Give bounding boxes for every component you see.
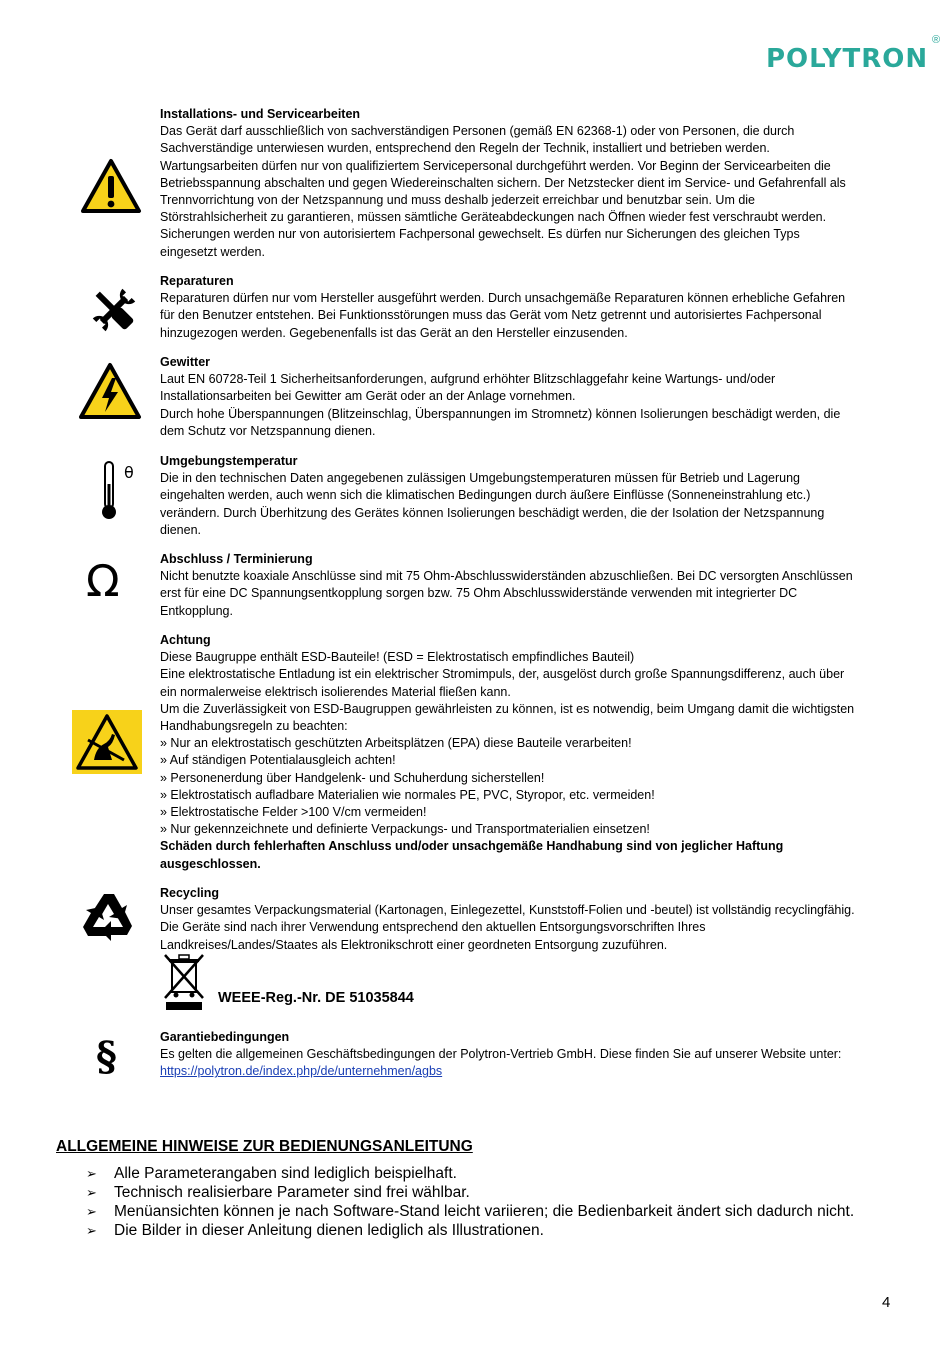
section-line: Laut EN 60728-Teil 1 Sicherheitsanforderungen, aufgrund erhöhter Blitzschlaggefahr keine Wartungs- und/oder: [160, 372, 776, 387]
section-line: für den Benutzer entstehen. Bei Funktionsstörungen muss das Gerät vom Netz getrennt und autorisiertes Fachpersonal: [160, 308, 822, 323]
paragraph-icon: §: [96, 1033, 117, 1080]
section-line: Landkreises/Landes/Staates als Elektronikschrott einer geordneten Entsorgung zuzuführen.: [160, 937, 668, 952]
section-heading: Installations- und Servicearbeiten: [160, 107, 361, 121]
section-achtung: [160, 632, 890, 873]
section-line: Störstrahlsicherheit zu garantieren, müssen sämtliche Geräteabdeckungen nach Öffnen wieder fest verschraubt werden.: [160, 210, 827, 225]
section-line: dem Schutz vor Netzspannung dienen.: [160, 423, 376, 438]
section-line: » Auf ständigen Potentialausgleich achten!: [160, 753, 396, 768]
section-line: Durch hohe Überspannungen (Blitzeinschlag, Überspannungen im Stromnetz) können Isolierungen beschädigt werden, die: [160, 406, 841, 421]
section-line: Es gelten die allgemeinen Geschäftsbedingungen der Polytron-Vertrieb GmbH. Diese finden Sie auf unserer Website unter:: [160, 1047, 842, 1062]
general-notes-title: ALLGEMEINE HINWEISE ZUR BEDIENUNGSANLEITUNG: [56, 1138, 473, 1155]
list-item: ➢ Alle Parameterangaben sind lediglich beispielhaft.: [86, 1165, 457, 1182]
theta-symbol: θ: [124, 463, 134, 482]
section-line: Sicherungen werden nur von autorisiertem Fachpersonal gewechselt. Es dürfen nur Sicherungen des gleichen Typs: [160, 227, 800, 242]
section-line: Wartungsarbeiten dürfen nur von qualifiziertem Servicepersonal durchgeführt werden. Vor Beginn der Servicearbeiten die: [160, 158, 831, 173]
section-recycling: [160, 885, 890, 954]
section-line: Diese Baugruppe enthält ESD-Bauteile! (ESD = Elektrostatisch empfindliches Bauteil): [160, 650, 635, 665]
section-line: » Nur gekennzeichnete und definierte Verpackungs- und Transportmaterialien einsetzen!: [160, 822, 650, 837]
arrow-bullet-icon: ➢: [86, 1185, 97, 1200]
weee-block: [160, 952, 560, 1012]
registered-mark: ®: [932, 34, 941, 46]
arrow-bullet-icon: ➢: [86, 1166, 97, 1181]
section-line: Die in den technischen Daten angegebenen zulässigen Umgebungstemperaturen müssen für Betrieb und Lagerung: [160, 471, 801, 486]
weee-crossed-bin-icon: [162, 952, 206, 1012]
thermometer-icon: [98, 458, 140, 522]
section-line: Nicht benutzte koaxiale Anschlüsse sind mit 75 Ohm-Abschlusswiderständen abzuschließen. Bei DC versorgten Anschlüssen: [160, 569, 853, 584]
section-line: dienen.: [160, 522, 202, 537]
section-line: Entkopplung.: [160, 603, 233, 618]
high-voltage-warning-icon: [78, 362, 142, 420]
section-abschluss: [160, 551, 890, 620]
liability-note: Schäden durch fehlerhaften Anschluss und/oder unsachgemäße Handhabung sind von jeglicher Haftung: [160, 839, 784, 854]
section-line: Installationsarbeiten bei Gewitter am Gerät oder an der Anlage vornehmen.: [160, 389, 576, 404]
section-line: » Personenerdung über Handgelenk- und Schuherdung sicherstellen!: [160, 770, 545, 785]
section-garantie: [160, 1029, 890, 1081]
section-heading: Gewitter: [160, 355, 211, 369]
general-notes-list: [86, 1164, 854, 1240]
section-installation: [160, 106, 890, 261]
section-line: hinzugezogen werden. Gegebenenfalls ist das Gerät an den Hersteller einzusenden.: [160, 325, 628, 340]
section-reparaturen: [160, 273, 890, 342]
section-heading: Umgebungstemperatur: [160, 454, 298, 468]
polytron-logo: [766, 34, 946, 80]
section-line: erst für eine DC Spannungsentkopplung sorgen bzw. 75 Ohm Abschlusswiderstände verwenden mit integrierter DC: [160, 586, 798, 601]
section-line: Die Geräte sind nach ihrer Verwendung entsprechend den aktuellen Entsorgungsvorschriften Ihres: [160, 920, 706, 935]
section-heading: Reparaturen: [160, 274, 234, 288]
section-line: Handhabungsregeln zu beachten:: [160, 719, 348, 734]
section-line: eingesetzt werden.: [160, 244, 265, 259]
section-line: Trennvorrichtung von der Netzspannung und muss deshalb jederzeit erreichbar und benutzbar sein. Um die: [160, 193, 756, 208]
logo-text: POLYTRON: [766, 44, 929, 74]
section-line: Um die Zuverlässigkeit von ESD-Baugruppen gewährleisten zu können, ist es notwendig, beim Umgang damit die wichtigsten: [160, 701, 855, 716]
section-line: Sachverständige unterwiesen wurden, entsprechend den Regeln der Technik, installiert und betrieben werden.: [160, 141, 770, 156]
section-line: Reparaturen dürfen nur vom Hersteller ausgeführt werden. Durch unsachgemäße Reparaturen können erhebliche Gefahren: [160, 291, 846, 306]
tools-icon: [90, 285, 138, 335]
section-heading: Garantiebedingungen: [160, 1030, 290, 1044]
section-line: Eine elektrostatische Entladung ist ein elektrischer Stromimpuls, der, ausgelöst durch große Spannungsdifferenz, auch über: [160, 667, 845, 682]
section-heading: Abschluss / Terminierung: [160, 552, 313, 566]
section-heading: Achtung: [160, 633, 211, 647]
arrow-bullet-icon: ➢: [86, 1223, 97, 1238]
section-line: verändern. Durch Überhitzung des Gerätes können Isolierungen beschädigt werden, die der Isolation der Netzspannung: [160, 505, 825, 520]
arrow-bullet-icon: ➢: [86, 1204, 97, 1219]
list-item: ➢ Die Bilder in dieser Anleitung dienen lediglich als Illustrationen.: [86, 1222, 544, 1239]
agb-link[interactable]: https://polytron.de/index.php/de/unternehmen/agbs: [160, 1064, 443, 1079]
section-line: Unser gesamtes Verpackungsmaterial (Kartonagen, Einlegezettel, Kunststoff-Folien und -beutel) ist vollständig recyclingfähig.: [160, 903, 855, 918]
section-line: » Elektrostatische Felder >100 V/cm vermeiden!: [160, 805, 427, 820]
list-item: ➢ Technisch realisierbare Parameter sind frei wählbar.: [86, 1184, 470, 1201]
recycling-icon: [80, 890, 138, 946]
weee-registration-number: WEEE-Reg.-Nr. DE 51035844: [218, 990, 414, 1006]
section-line: » Elektrostatisch aufladbare Materialien wie normales PE, PVC, Styropor, etc. vermeiden!: [160, 787, 655, 802]
section-umgebungstemperatur: [160, 453, 890, 539]
page-number: 4: [882, 1294, 891, 1311]
section-line: Das Gerät darf ausschließlich von sachverständigen Personen (gemäß EN 62368-1) oder von Personen, die durch: [160, 124, 795, 139]
section-line: eingehalten werden, auch wenn sich die klimatischen Bedingungen durch äußere Einflüsse (Sonneneinstrahlung etc.): [160, 488, 811, 503]
omega-icon: Ω: [86, 556, 120, 607]
esd-warning-icon: [72, 710, 142, 774]
section-gewitter: [160, 354, 890, 440]
liability-note: ausgeschlossen.: [160, 856, 261, 871]
list-item: ➢ Menüansichten können je nach Software-Stand leicht variieren; die Bedienbarkeit ändert sich dadurch nicht.: [86, 1203, 855, 1220]
section-line: Betriebsspannung abschalten und gegen Wiedereinschalten sichern. Der Netzstecker dient im Service- und Gefahrenfall als: [160, 175, 846, 190]
warning-icon: [80, 158, 142, 214]
section-line: » Nur an elektrostatisch geschützten Arbeitsplätzen (EPA) diese Bauteile verarbeiten!: [160, 736, 632, 751]
section-heading: Recycling: [160, 886, 220, 900]
section-line: ein normalerweise elektrisch isolierendes Material fließen kann.: [160, 684, 511, 699]
